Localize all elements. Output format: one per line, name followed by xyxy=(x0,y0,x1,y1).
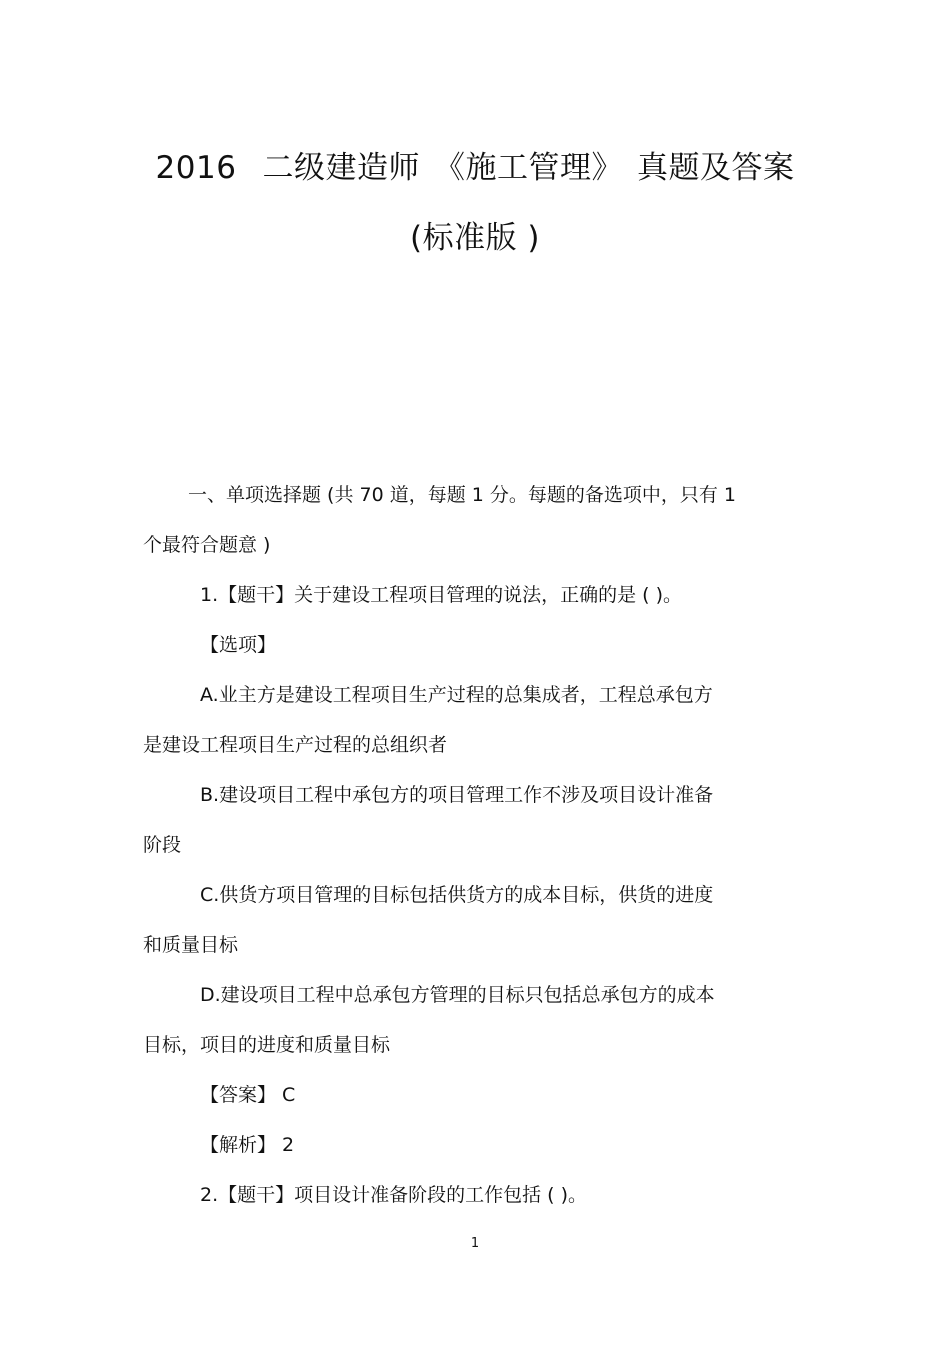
question-1-answer: 【答案】 C xyxy=(200,1084,296,1106)
question-1-option-a-line1: A.业主方是建设工程项目生产过程的总集成者，工程总承包方 xyxy=(200,684,713,706)
title-exam: 二级建造师 xyxy=(262,150,420,186)
page-number: 1 xyxy=(470,1236,480,1251)
question-2-stem: 2.【题干】项目设计准备阶段的工作包括 ( )。 xyxy=(200,1184,588,1206)
section-heading-line2: 个最符合题意 ) xyxy=(143,534,271,556)
title-subject: 《施工管理》 xyxy=(433,150,623,186)
question-1-option-b-line2: 阶段 xyxy=(143,834,182,856)
question-1-option-d-line2: 目标，项目的进度和质量目标 xyxy=(143,1034,391,1056)
section-heading-line1: 一、单项选择题 (共 70 道，每题 1 分。每题的备选项中，只有 1 xyxy=(188,484,737,506)
document-title-line1 xyxy=(0,142,950,187)
question-1-option-c-line1: C.供货方项目管理的目标包括供货方的成本目标，供货的进度 xyxy=(200,884,714,906)
question-1-stem: 1.【题干】关于建设工程项目管理的说法，正确的是 ( )。 xyxy=(200,584,683,606)
question-1-option-c-line2: 和质量目标 xyxy=(143,934,239,956)
question-1-option-d-line1: D.建设项目工程中总承包方管理的目标只包括总承包方的成本 xyxy=(200,984,715,1006)
question-1-option-a-line2: 是建设工程项目生产过程的总组织者 xyxy=(143,734,448,756)
document-title-line2: (标准版 ) xyxy=(409,220,541,256)
title-year: 2016 xyxy=(155,150,237,186)
question-1-analysis: 【解析】 2 xyxy=(200,1134,295,1156)
title-suffix: 真题及答案 xyxy=(636,150,795,186)
question-1-option-b-line1: B.建设项目工程中承包方的项目管理工作不涉及项目设计准备 xyxy=(200,784,714,806)
question-1-options-label: 【选项】 xyxy=(200,634,277,656)
